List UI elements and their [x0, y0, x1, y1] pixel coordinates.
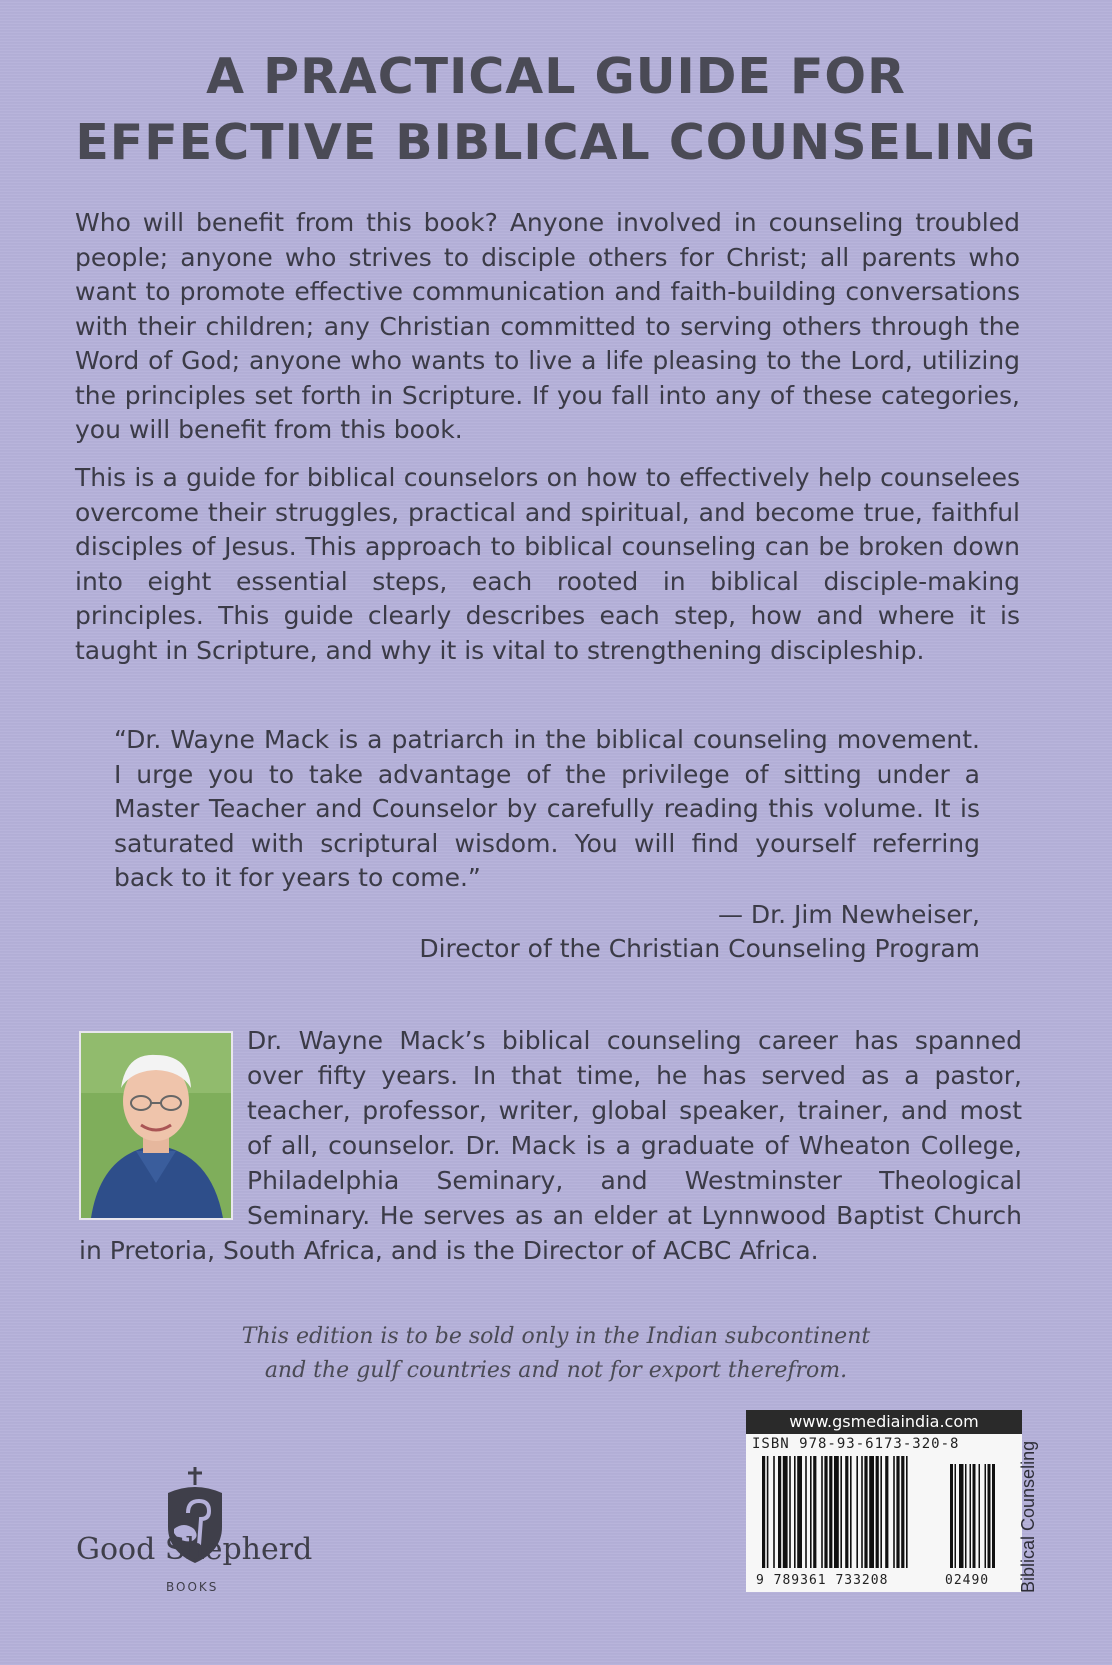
website-url: www.gsmediaindia.com: [746, 1410, 1022, 1434]
publisher-name: Good Shepherd: [76, 1532, 313, 1567]
barcode-digits-left: 9 789361 733208: [756, 1573, 889, 1588]
edition-note-line-2: and the gulf countries and not for export therefrom.: [264, 1358, 848, 1383]
spine-label: Biblical Counseling: [1018, 1440, 1038, 1593]
edition-note-line-1: This edition is to be sold only in the Indian subcontinent: [241, 1324, 871, 1349]
author-bio-text: Dr. Wayne Mack’s biblical counseling career has spanned over fifty years. In that time, he has served as a pastor, teacher, professor, writer, global speaker, trainer, and most of all, counselor. Dr. Mack is a graduate of Wheaton College, Philadelphia Seminary, and Westminster Theological Seminary. He serves as an elder at Lynnwood Baptist Church in Pretoria, South Africa, and is the Director of ACBC Africa.: [79, 1026, 1022, 1265]
intro-paragraph: Who will benefit from this book? Anyone involved in counseling troubled people; anyone who strives to disciple others for Christ; all parents who want to promote effective communication and faith-building conversations with their children; any Christian committed to serving others through the Word of God; anyone who wants to live a life pleasing to the Lord, utilizing the principles set forth in Scripture. If you fall into any of these categories, you will benefit from this book.: [75, 208, 1020, 444]
endorsement-quote: “Dr. Wayne Mack is a patriarch in the biblical counseling movement. I urge you to take advantage of the privilege of sitting under a Master Teacher and Counselor by carefully reading this volume. It is saturated with scriptural wisdom. You will find yourself referring back to it for years to come.”: [114, 725, 980, 892]
description-paragraph: This is a guide for biblical counselors on how to effectively help counselees overcome their struggles, practical and spiritual, and become true, faithful disciples of Jesus. This approach to biblical counseling can be broken down into eight essential steps, each rooted in biblical disciple-making principles. This guide clearly describes each step, how and where it is taught in Scripture, and why it is vital to strengthening discipleship.: [75, 463, 1020, 665]
quote-author: — Dr. Jim Newheiser,: [717, 900, 980, 929]
title-line-1: A PRACTICAL GUIDE FOR: [206, 48, 906, 105]
book-title: [0, 44, 1112, 176]
barcode-digits-right: 02490: [945, 1573, 990, 1588]
quote-author-title: Director of the Christian Counseling Program: [419, 934, 980, 963]
good-shepherd-logo-icon: [76, 1432, 316, 1602]
author-bio: [79, 1023, 1022, 1268]
publisher-sub: BOOKS: [166, 1580, 219, 1594]
title-line-2: EFFECTIVE BIBLICAL COUNSELING: [75, 114, 1037, 171]
barcode-icon: [762, 1456, 1014, 1574]
isbn-text: ISBN 978-93-6173-320-8: [752, 1436, 960, 1452]
edition-note: [0, 1320, 1112, 1388]
